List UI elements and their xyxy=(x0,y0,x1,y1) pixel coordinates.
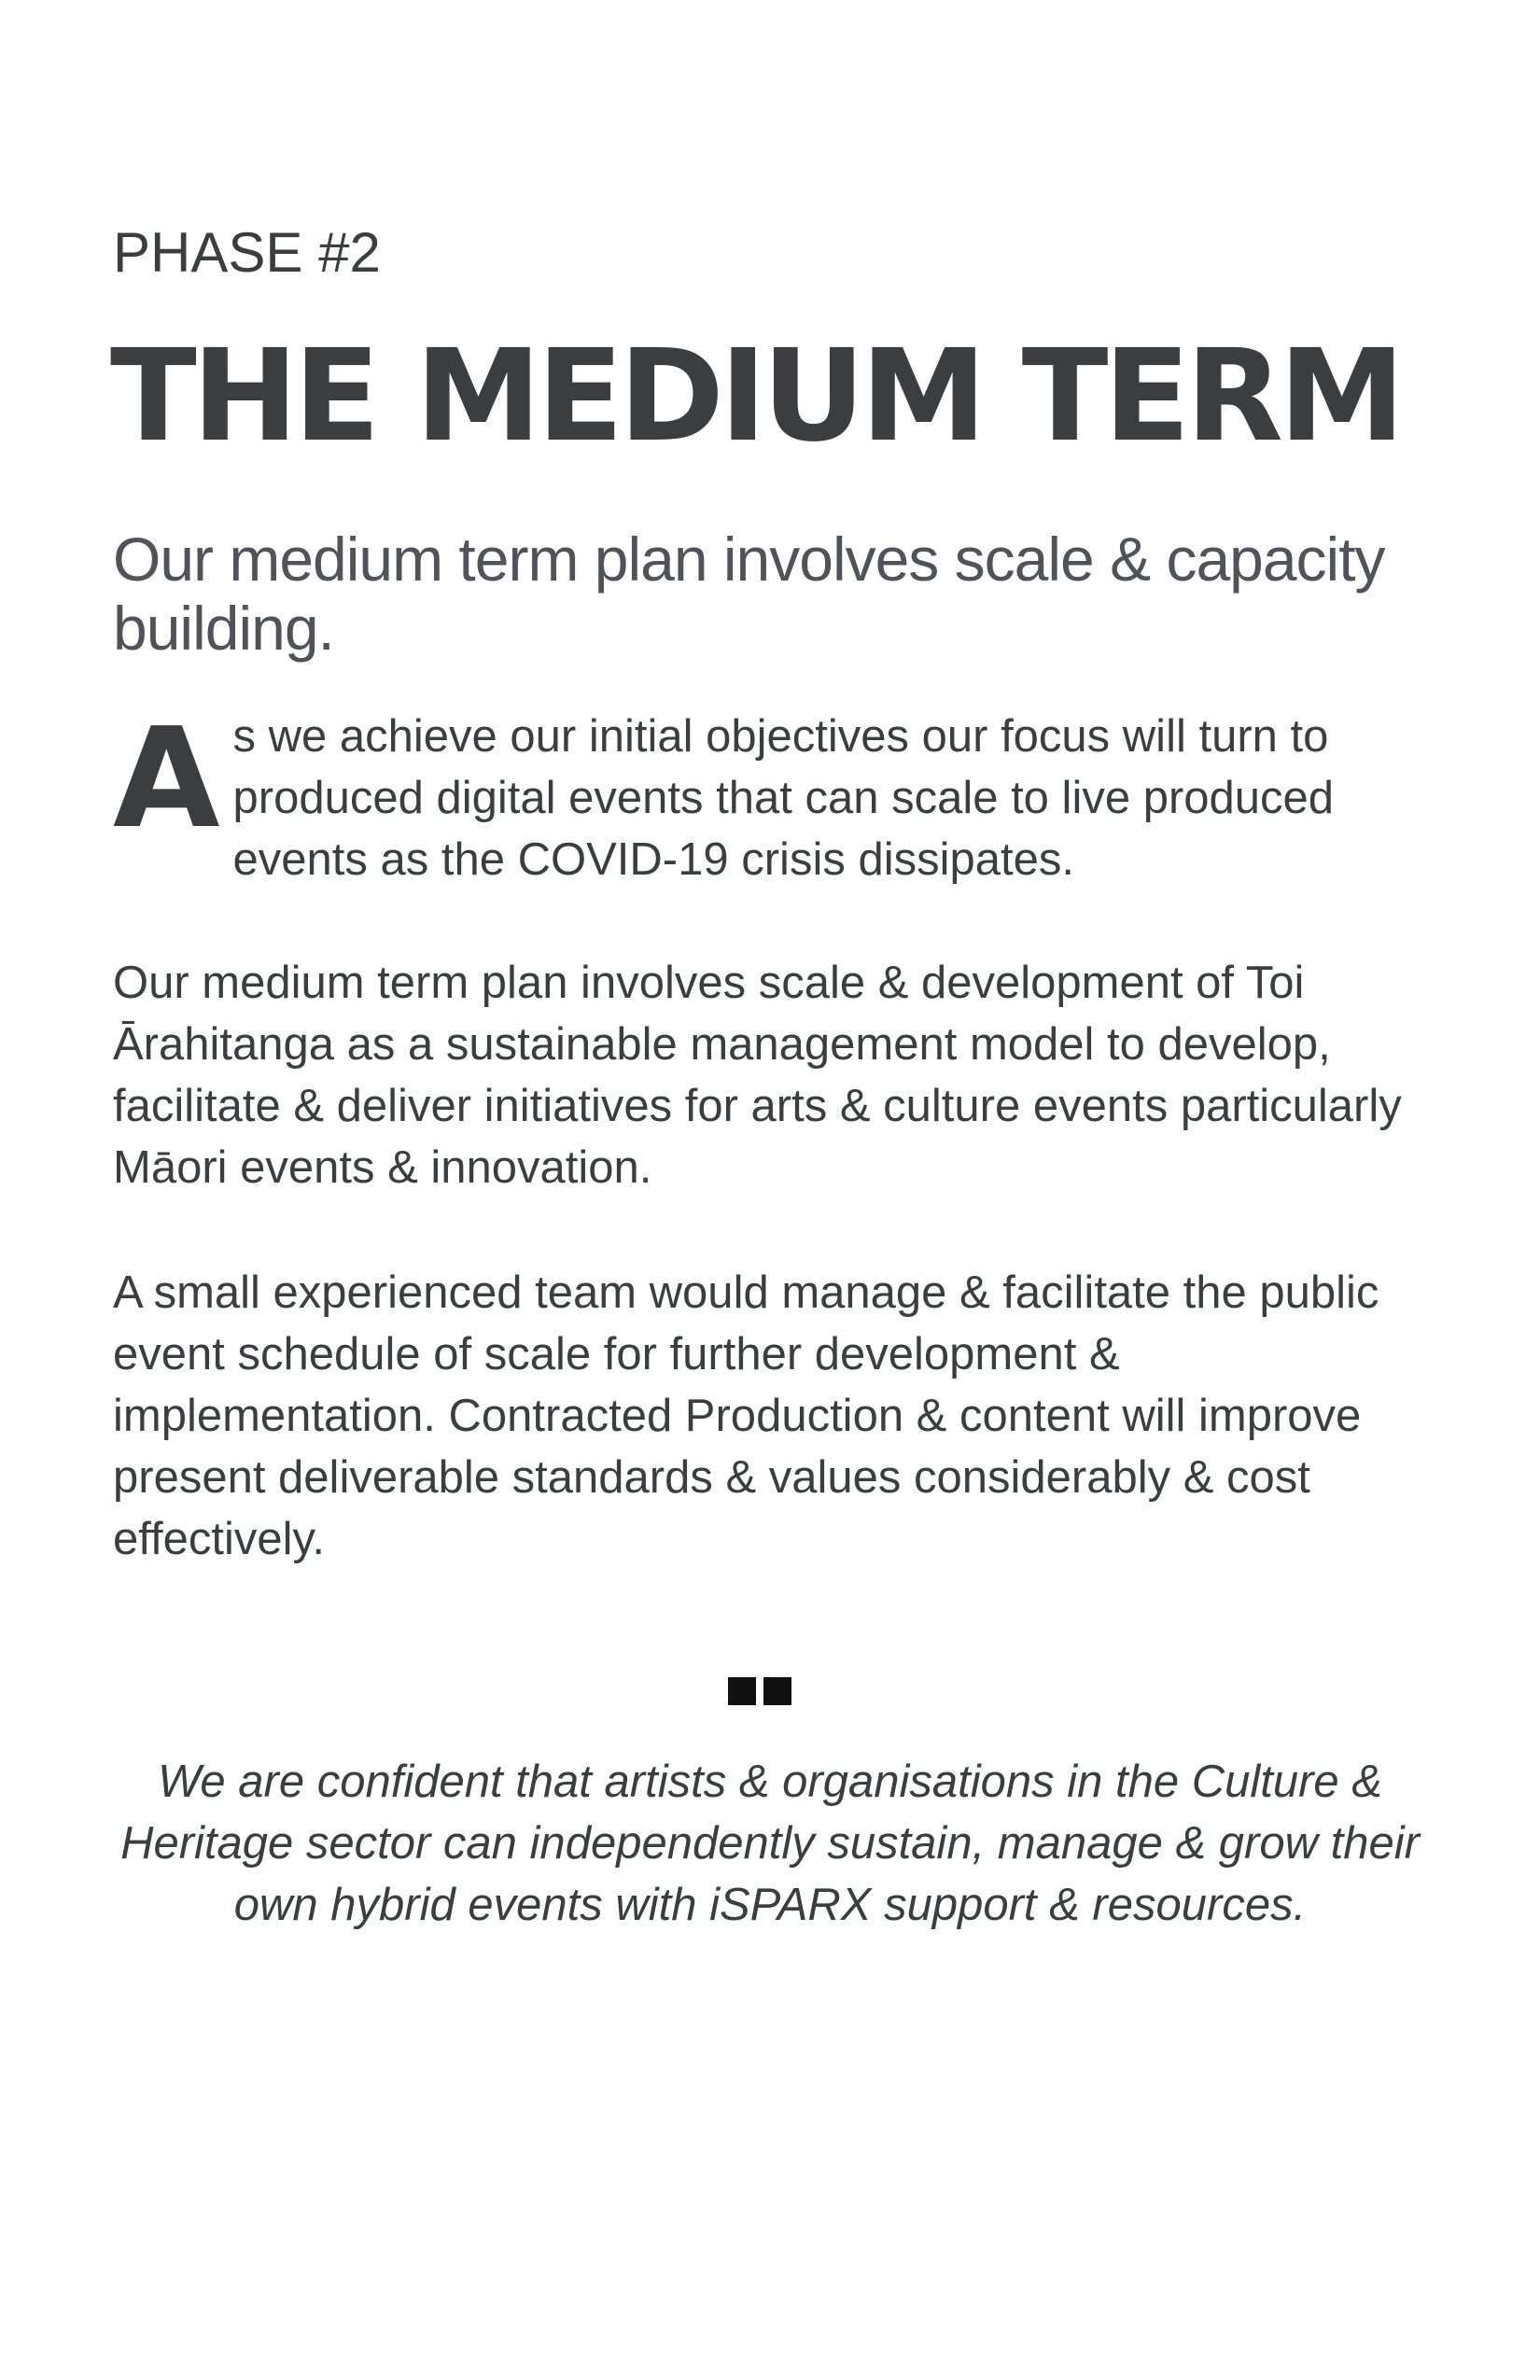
page-title: THE MEDIUM TERM xyxy=(110,323,1401,470)
drop-cap: A xyxy=(113,698,220,859)
paragraph-intro-text: s we achieve our initial objectives our focus will turn to produced digital events that can scale to live produced events as the COVID-19 crisis dissipates. xyxy=(232,711,1335,885)
closing-quote: We are confident that artists & organisations in the Culture & Heritage sector can independently sustain, manage & grow their own hybrid events with iSPARX support & resources. xyxy=(120,1757,1420,1930)
paragraph-team: A small experienced team would manage & facilitate the public event schedule of scale for further development & implementation. Contracted Production & content will improve present deliverable standards & values considerably & cost effectively. xyxy=(113,1267,1379,1564)
phase-label: PHASE #2 xyxy=(113,221,381,284)
subtitle: Our medium term plan involves scale & capacity building. xyxy=(113,525,1385,663)
paragraph-intro xyxy=(113,698,1420,890)
section-divider-marks xyxy=(728,1677,791,1705)
paragraph-plan: Our medium term plan involves scale & development of Toi Ārahitanga as a sustainable management model to develop, facilitate & deliver initiatives for arts & culture events particularly Māori events & innovation. xyxy=(113,958,1402,1193)
divider-square-left xyxy=(728,1677,756,1705)
divider-square-right xyxy=(763,1677,791,1705)
